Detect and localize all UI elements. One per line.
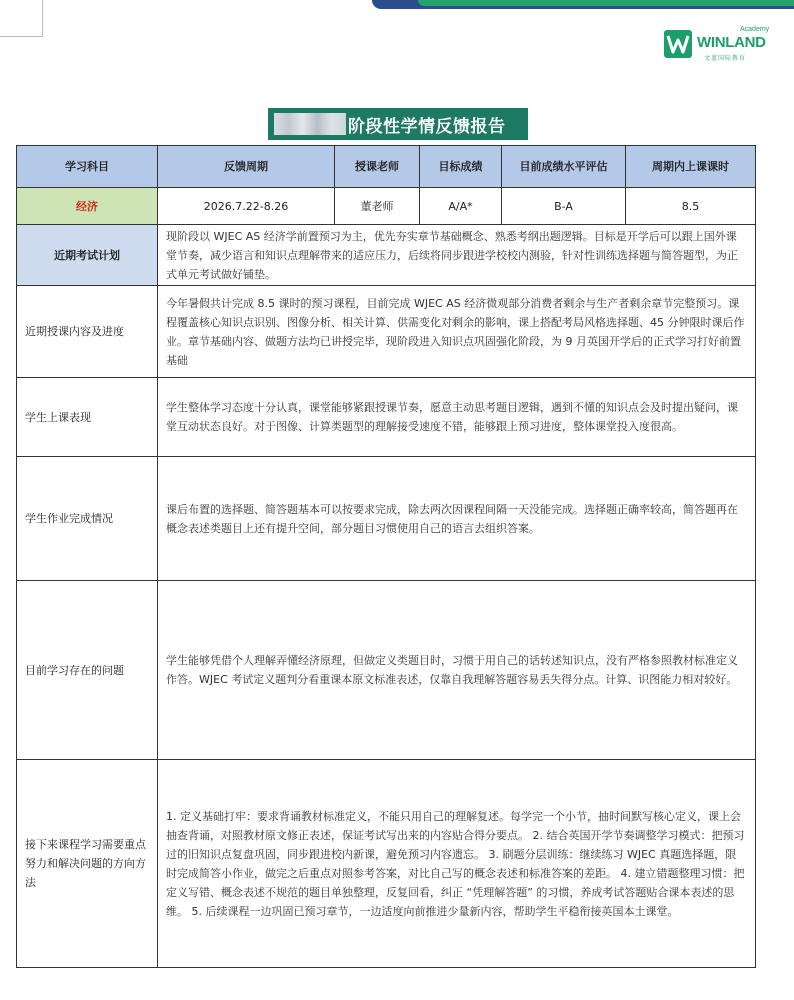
value-period: 2026.7.22-8.26 [158, 188, 335, 225]
value-subject: 经济 [17, 188, 158, 225]
table-row [17, 378, 756, 457]
table-row [17, 581, 756, 760]
value-lesson-hours: 8.5 [626, 188, 756, 225]
label-recent-lessons: 近期授课内容及进度 [17, 286, 158, 378]
logo-academy-text: Academy [740, 26, 770, 33]
table-row [17, 457, 756, 581]
logo-brand-name: WINLAND [697, 34, 766, 51]
label-exam-plan: 近期考试计划 [17, 225, 158, 286]
table-row [17, 286, 756, 378]
table-header-row [17, 146, 756, 188]
header-current-level: 目前成绩水平评估 [502, 146, 626, 188]
content-next-steps: 1. 定义基础打牢：要求背诵教材标准定义，不能只用自己的理解复述。每学完一个小节，抽时间默写核心定义，课上会抽查背诵，对照教材原文修正表述，保证考试写出来的内容贴合得分要点。 2. 结合英国开学节奏调整学习模式：把预习过的旧知识点复盘巩固，同步跟进校内新课，避免预习内容遗忘。 3. 刷题分层训练：继续练习 WJEC 真题选择题，限时完成简答小作业，做完之后重点对照参考答案，对比自己写的概念表述和标准答案的差距。 4. 建立错题整理习惯：把定义写错、概念表述不规范的题目单独整理，反复回看，纠正 “凭理解答题” 的习惯，养成考试答题贴合课本表述的思维。 5. 后续课程一边巩固已预习章节，一边适度向前推进少量新内容，帮助学生平稳衔接英国本土课堂。 [158, 760, 756, 968]
value-current-level: B-A [502, 188, 626, 225]
table-value-row [17, 188, 756, 225]
logo-chinese-subtitle: 文蓝国际教育 [704, 55, 747, 62]
table-row [17, 760, 756, 968]
value-teacher: 董老师 [335, 188, 420, 225]
header-target-grade: 目标成绩 [420, 146, 502, 188]
redacted-name-block [274, 113, 346, 135]
crop-mark [0, 0, 43, 37]
label-next-steps: 接下来课程学习需要重点努力和解决问题的方向方法 [17, 760, 158, 968]
logo-w-icon [664, 30, 692, 58]
content-exam-plan: 现阶段以 WJEC AS 经济学前置预习为主，优先夯实章节基础概念、熟悉考纲出题逻辑。目标是开学后可以跟上国外课堂节奏，减少语言和知识点理解带来的适应压力，后续将同步跟进学校校内测验，针对性训练选择题与简答题型，为正式单元考试做好铺垫。 [158, 225, 756, 286]
header-period: 反馈周期 [158, 146, 335, 188]
feedback-table [16, 145, 756, 968]
table-row [17, 225, 756, 286]
label-homework: 学生作业完成情况 [17, 457, 158, 581]
value-target-grade: A/A* [420, 188, 502, 225]
content-recent-lessons: 今年暑假共计完成 8.5 课时的预习课程，目前完成 WJEC AS 经济微观部分消费者剩余与生产者剩余章节完整预习。课程覆盖核心知识点识别、图像分析、相关计算、供需变化对剩余的影响，课上搭配考局风格选择题、45 分钟限时课后作业。章节基础内容、做题方法均已讲授完毕，现阶段进入知识点巩固强化阶段，为 9 月英国开学后的正式学习打好前置基础 [158, 286, 756, 378]
top-accent-strip-green [418, 0, 794, 6]
content-homework: 课后布置的选择题、简答题基本可以按要求完成，除去两次因课程间隔一天没能完成。选择题正确率较高，简答题再在概念表述类题目上还有提升空间，部分题目习惯使用自己的语言去组织答案。 [158, 457, 756, 581]
report-title-banner [268, 108, 528, 140]
content-current-problems: 学生能够凭借个人理解弄懂经济原理，但做定义类题目时，习惯于用自己的话转述知识点，没有严格参照教材标准定义作答。WJEC 考试定义题判分看重课本原文标准表述，仅靠自我理解答题容易丢失得分点。计算、识图能力相对较好。 [158, 581, 756, 760]
winland-logo [664, 24, 768, 64]
label-class-performance: 学生上课表现 [17, 378, 158, 457]
report-title: 阶段性学情反馈报告 [348, 116, 506, 137]
header-teacher: 授课老师 [335, 146, 420, 188]
header-lesson-hours: 周期内上课课时 [626, 146, 756, 188]
header-subject: 学习科目 [17, 146, 158, 188]
content-class-performance: 学生整体学习态度十分认真，课堂能够紧跟授课节奏，愿意主动思考题目逻辑，遇到不懂的知识点会及时提出疑问，课堂互动状态良好。对于图像、计算类题型的理解接受速度不错，能够跟上预习进度，整体课堂投入度很高。 [158, 378, 756, 457]
label-current-problems: 目前学习存在的问题 [17, 581, 158, 760]
